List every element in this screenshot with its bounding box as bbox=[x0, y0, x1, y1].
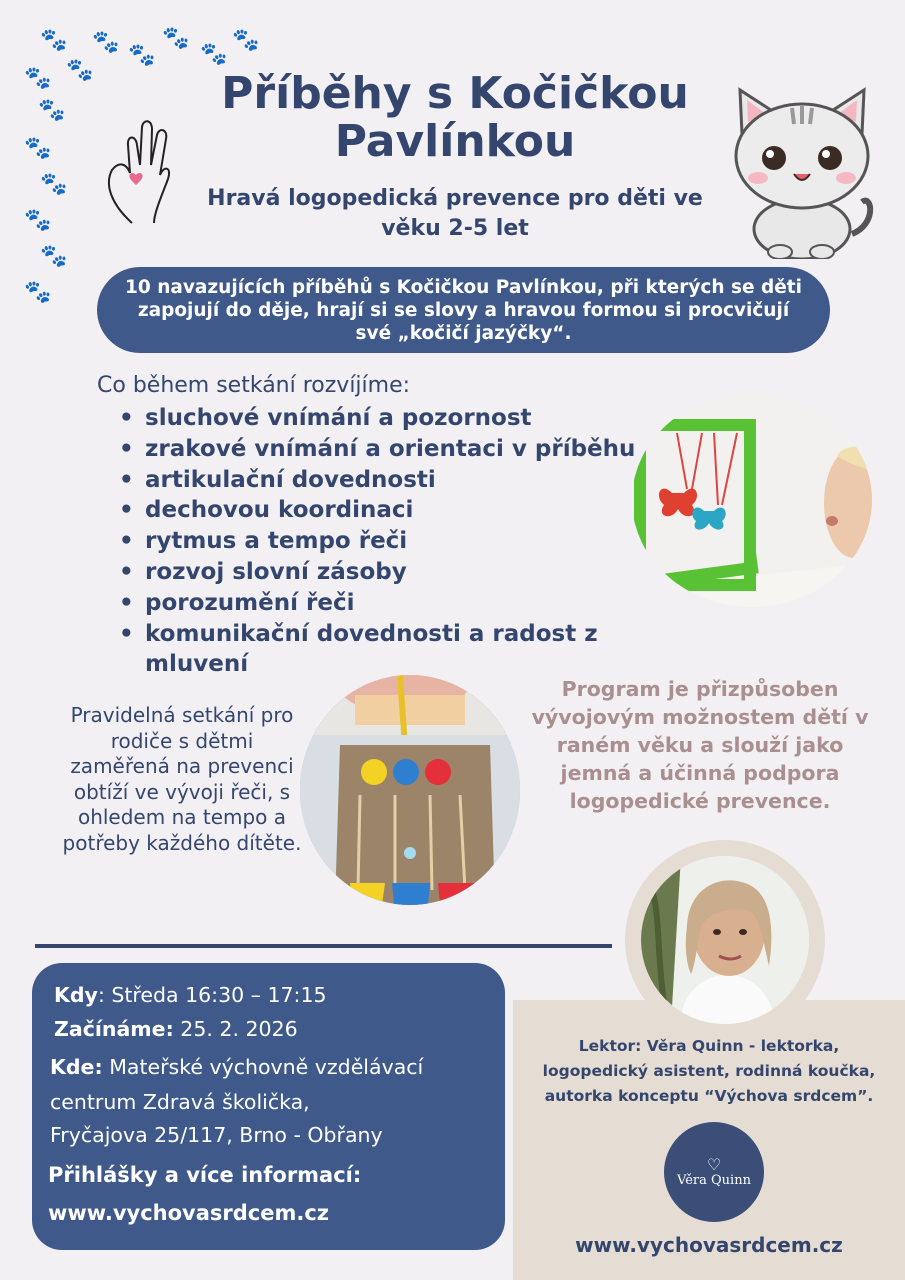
paw-icon: 🐾 bbox=[24, 66, 52, 91]
paw-icon: 🐾 bbox=[40, 28, 68, 53]
start-value: 25. 2. 2026 bbox=[173, 1017, 298, 1041]
page-title: Příběhy s Kočičkou Pavlínkou bbox=[221, 68, 689, 167]
when-label: Kdy bbox=[54, 983, 98, 1007]
when-value: : Středa 16:30 – 17:15 bbox=[97, 983, 327, 1007]
development-list bbox=[115, 403, 655, 680]
lecturer-photo bbox=[641, 856, 809, 1024]
paw-icon: 🐾 bbox=[40, 244, 68, 269]
description-right: Program je přizpůsoben vývojovým možnostem dětí v raném věku a slouží jako jemná a účinná podpora logopedické prevence. bbox=[531, 677, 869, 813]
paw-icon: 🐾 bbox=[24, 136, 52, 161]
website-link[interactable]: www.vychovasrdcem.cz bbox=[48, 1201, 330, 1225]
paw-icon: 🐾 bbox=[162, 26, 190, 51]
paw-icon: 🐾 bbox=[38, 98, 66, 123]
paw-icon: 🐾 bbox=[66, 58, 94, 83]
list-item: • dechovou koordinaci bbox=[115, 495, 655, 526]
intro-banner bbox=[97, 267, 830, 353]
where-label: Kde: bbox=[50, 1055, 103, 1079]
divider-line bbox=[35, 944, 612, 948]
paw-icon: 🐾 bbox=[24, 208, 52, 233]
paw-icon: 🐾 bbox=[200, 42, 228, 67]
list-item: • porozumění řeči bbox=[115, 588, 655, 619]
list-item: • komunikační dovednosti a radost z mluvení bbox=[115, 619, 655, 681]
description-left: Pravidelná setkání pro rodiče s dětmi zaměřená na prevenci obtíží ve vývoji řeči, s ohledem na tempo a potřeby každého dítěte. bbox=[62, 703, 302, 855]
where-line2: centrum Zdravá školička, bbox=[50, 1090, 310, 1114]
intro-text: 10 navazujících příběhů s Kočičkou Pavlínkou, při kterých se děti zapojují do děje, hrají si se slovy a hravou formou si procvičují své „kočičí jazýčky“. bbox=[125, 276, 802, 344]
paw-icon: 🐾 bbox=[232, 28, 260, 53]
where-line1: Mateřské výchovně vzdělávací bbox=[102, 1055, 424, 1079]
lecturer-description: Lektor: Věra Quinn - lektorka, logopedický asistent, rodinná koučka, autorka konceptu “Výchova srdcem”. bbox=[542, 1037, 876, 1105]
heart-icon: ♡ bbox=[706, 1154, 722, 1174]
lecturer-photo-frame bbox=[625, 840, 825, 1040]
list-item: • rytmus a tempo řeči bbox=[115, 526, 655, 557]
list-item: • zrakové vnímání a orientaci v příběhu bbox=[115, 434, 655, 465]
paw-icon: 🐾 bbox=[128, 43, 156, 68]
cat-illustration bbox=[722, 84, 882, 259]
info-box bbox=[32, 963, 505, 1250]
lecturer-website-link[interactable]: www.vychovasrdcem.cz bbox=[575, 1233, 843, 1257]
logo-text: Věra Quinn bbox=[677, 1172, 751, 1188]
vera-quinn-logo bbox=[664, 1122, 764, 1222]
paw-icon: 🐾 bbox=[92, 30, 120, 55]
butterfly-activity-photo bbox=[632, 393, 872, 607]
start-label: Začínáme: bbox=[54, 1017, 174, 1041]
list-item: • sluchové vnímání a pozornost bbox=[115, 403, 655, 434]
page-subtitle: Hravá logopedická prevence pro děti ve věku 2-5 let bbox=[207, 186, 703, 241]
signup-heading: Přihlášky a více informací: bbox=[48, 1163, 362, 1187]
development-heading: Co během setkání rozvíjíme: bbox=[97, 373, 411, 398]
list-item: • artikulační dovednosti bbox=[115, 465, 655, 496]
where-line3: Fryčajova 25/117, Brno - Obřany bbox=[50, 1123, 383, 1147]
list-item: • rozvoj slovní zásoby bbox=[115, 557, 655, 588]
marble-game-photo bbox=[300, 675, 520, 905]
paw-icon: 🐾 bbox=[40, 172, 68, 197]
paw-icon: 🐾 bbox=[24, 280, 52, 305]
